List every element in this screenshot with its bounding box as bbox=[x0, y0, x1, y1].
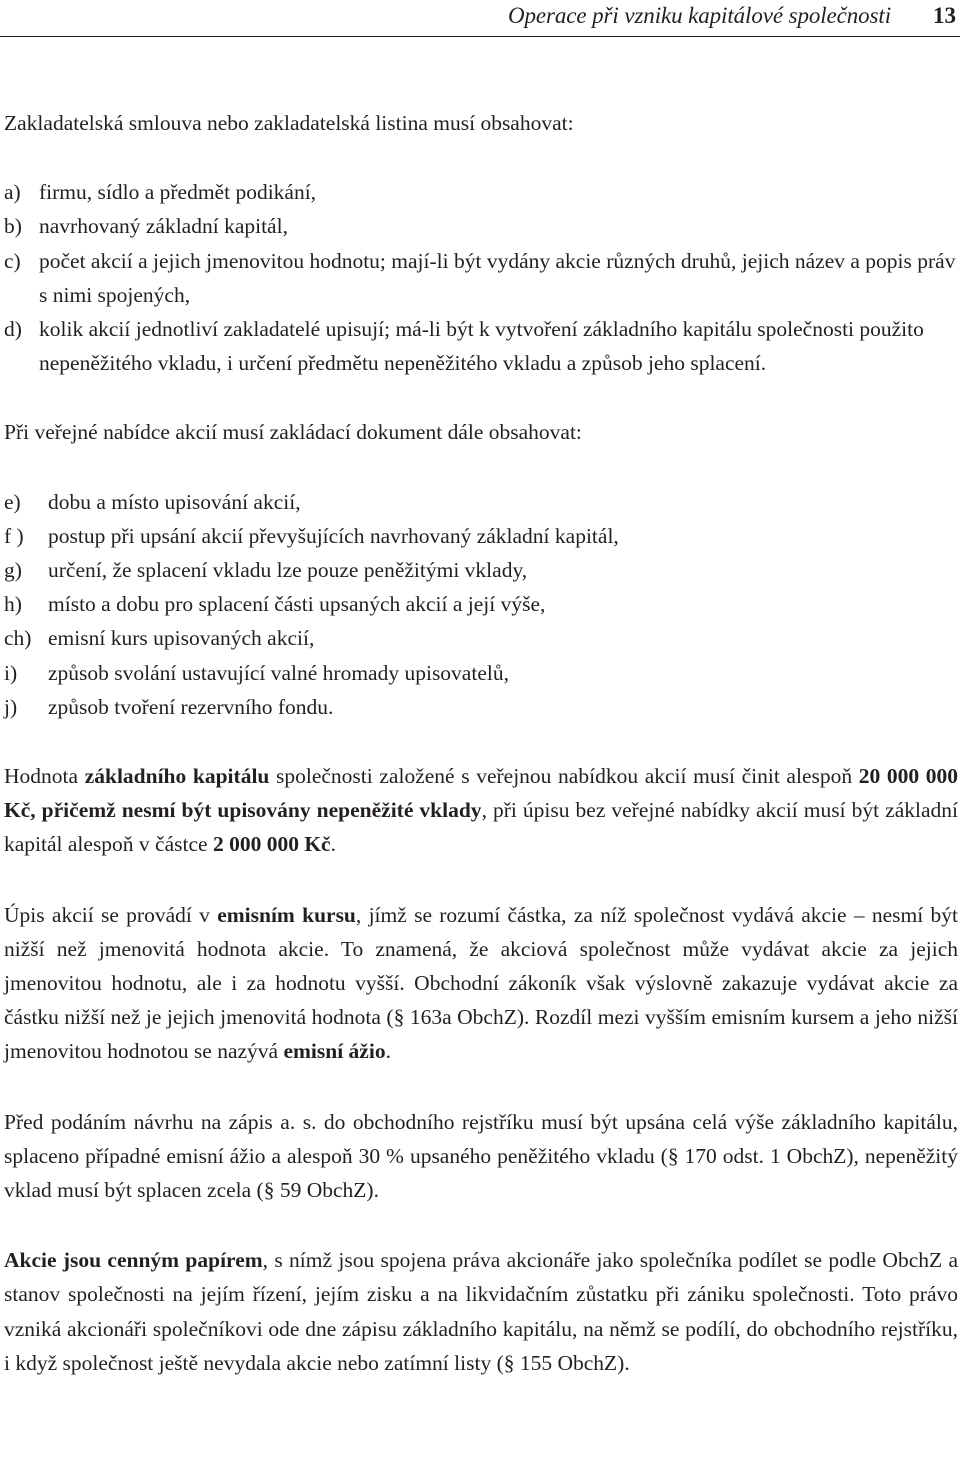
list-item bbox=[4, 553, 958, 587]
list-item-text: kolik akcií jednotliví zakladatelé upisují; má-li být k vytvoření základního kapitálu společnosti použito nepeněžitého vkladu, i určení předmětu nepeněžitého vkladu a způsob jeho splacení. bbox=[39, 317, 924, 376]
page-number: 13 bbox=[933, 3, 956, 28]
list-item-text: postup při upsání akcií převyšujících navrhovaný základní kapitál, bbox=[48, 523, 619, 548]
bold-term: základního kapitálu bbox=[84, 764, 270, 789]
list-marker: ch) bbox=[4, 626, 32, 651]
text-run: společnosti založené s veřejnou nabídkou akcií musí činit alespoň bbox=[269, 764, 859, 789]
running-title: Operace při vzniku kapitálové společnosti bbox=[508, 3, 891, 28]
paragraph-shares-securities bbox=[4, 1243, 958, 1380]
list-item bbox=[4, 209, 958, 243]
paragraph-capital-value bbox=[4, 759, 958, 862]
list-item bbox=[4, 312, 958, 380]
list-marker: a) bbox=[4, 180, 21, 205]
list-item bbox=[4, 690, 958, 724]
list-item-text: navrhovaný základní kapitál, bbox=[39, 214, 288, 239]
text-run: , jímž se rozumí částka, za níž společnost vydává akcie – nesmí být nižší než jmenovitá hodnota akcie. To znamená, že akciová společnost může vydávat akcie za jejich jmenovitou hodnotu, ale i za hodnotu vyšší. Obchodní zákoník však výslovně zakazuje vydávat akcie za částku nižší než je jejich jmenovitá hodnota (§ 163a ObchZ). Rozdíl mezi vyšším emisním kursem a jeho nižší jmenovitou hodnotou se nazývá bbox=[4, 902, 958, 1064]
paragraph-registration: Před podáním návrhu na zápis a. s. do obchodního rejstříku musí být upsána celá výše základního kapitálu, splaceno případné emisní ážio a alespoň 30 % upsaného peněžitého vkladu (§ 170 odst. 1 ObchZ), nepeněžitý vklad musí být splacen zcela (§ 59 ObchZ). bbox=[4, 1109, 958, 1203]
list-item bbox=[4, 244, 958, 312]
public-offering-contents-list bbox=[4, 485, 958, 724]
list-item-text: emisní kurs upisovaných akcií, bbox=[48, 626, 315, 651]
bold-term: 2 000 000 Kč bbox=[212, 832, 331, 857]
list-item-text: místo a dobu pro splacení části upsaných akcií a její výše, bbox=[48, 592, 546, 617]
list-item bbox=[4, 587, 958, 621]
page-body bbox=[4, 106, 958, 1416]
bold-term: emisním kursu bbox=[217, 902, 356, 927]
text-run: , při úpisu bez veřejné nabídky akcií musí být základní kapitál alespoň v částce bbox=[4, 798, 958, 857]
paragraph-issue-price bbox=[4, 898, 958, 1069]
list-item-text: počet akcií a jejich jmenovitou hodnotu; mají-li být vydány akcie různých druhů, jejich název a popis práv s nimi spojených, bbox=[39, 248, 956, 307]
bold-term: 20 000 000 Kč, přičemž nesmí být upisovány nepeněžité vklady bbox=[4, 764, 959, 823]
list-intro-public-offering: Při veřejné nabídce akcií musí zakládací dokument dále obsahovat: bbox=[4, 420, 582, 445]
list-item bbox=[4, 175, 958, 209]
bold-term: Akcie jsou cenným papírem bbox=[4, 1248, 263, 1273]
page-header bbox=[0, 0, 960, 37]
list-marker: c) bbox=[4, 248, 21, 273]
list-item bbox=[4, 656, 958, 690]
list-item-text: dobu a místo upisování akcií, bbox=[48, 489, 301, 514]
list-item bbox=[4, 519, 958, 553]
text-run: , s nímž jsou spojena práva akcionáře jako společníka podílet se podle ObchZ a stanov společnosti na jejím řízení, jejím zisku a na likvidačním zůstatku při zániku společnosti. Toto právo vzniká akcionáři společníkovi ode dne zápisu základního kapitálu, na němž se podílí, do obchodního rejstříku, i když společnost ještě nevydala akcie nebo zatímní listy (§ 155 ObchZ). bbox=[4, 1248, 958, 1375]
list-marker: j) bbox=[4, 694, 18, 719]
list-marker: i) bbox=[4, 660, 18, 685]
text-run: . bbox=[385, 1039, 391, 1064]
list-item-text: způsob tvoření rezervního fondu. bbox=[48, 694, 334, 719]
text-run: Hodnota bbox=[4, 764, 85, 789]
list-marker: e) bbox=[4, 489, 21, 514]
list-item-text: způsob svolání ustavující valné hromady upisovatelů, bbox=[48, 660, 509, 685]
list-marker: h) bbox=[4, 592, 22, 617]
text-run: Úpis akcií se provádí v bbox=[4, 902, 218, 927]
list-intro-founding-document: Zakladatelská smlouva nebo zakladatelská listina musí obsahovat: bbox=[4, 111, 574, 135]
list-item-text: firmu, sídlo a předmět podikání, bbox=[39, 180, 317, 205]
text-run: . bbox=[330, 832, 336, 857]
list-marker: b) bbox=[4, 214, 22, 239]
list-item-text: určení, že splacení vkladu lze pouze peněžitými vklady, bbox=[48, 558, 528, 583]
list-item bbox=[4, 621, 958, 655]
list-marker: g) bbox=[4, 558, 22, 583]
bold-term: emisní ážio bbox=[283, 1039, 386, 1064]
list-marker: d) bbox=[4, 317, 22, 342]
list-marker: f ) bbox=[4, 523, 24, 548]
list-item bbox=[4, 485, 958, 519]
required-contents-list bbox=[4, 175, 958, 380]
